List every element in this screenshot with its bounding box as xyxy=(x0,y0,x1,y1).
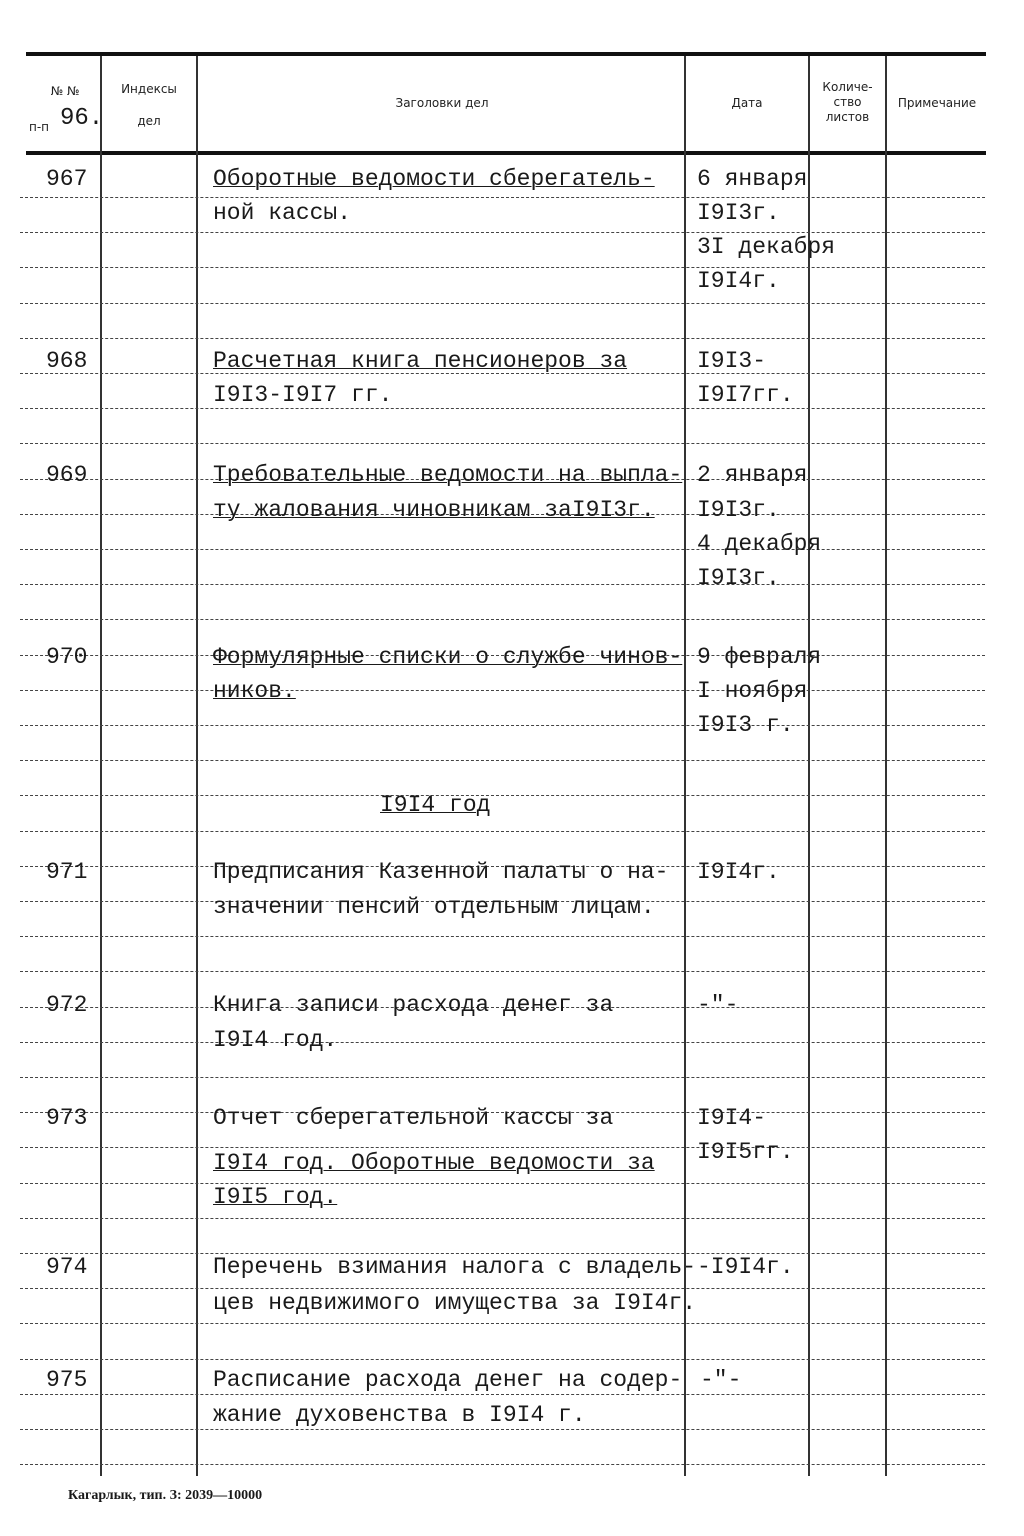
entry-date-line: 4 декабря xyxy=(697,531,822,557)
entry-title-line: I9I4 год. xyxy=(213,1027,338,1053)
ruled-line xyxy=(20,1359,985,1360)
ruled-line xyxy=(20,619,985,620)
header-rule xyxy=(26,151,986,155)
ruled-line xyxy=(20,725,985,726)
ruled-line xyxy=(20,760,985,761)
entry-title-line: Оборотные ведомости сберегатель- xyxy=(213,166,655,192)
entry-date-line: I9I3г. xyxy=(697,497,780,523)
ruled-line xyxy=(20,1464,985,1465)
col-divider xyxy=(196,56,198,1476)
entry-title-line: Книга записи расхода денег за xyxy=(213,992,614,1018)
ruled-line xyxy=(20,795,985,796)
entry-title-line: значении пенсий отдельным лицам. xyxy=(213,894,655,920)
ruled-line xyxy=(20,1147,985,1148)
entry-title-line: ников. xyxy=(213,678,296,704)
ruled-line xyxy=(20,1218,985,1219)
ruled-line xyxy=(20,197,985,198)
entry-title-line: Требовательные ведомости на выпла- xyxy=(213,462,683,488)
header-index: Индексы xyxy=(121,82,177,96)
ruled-line xyxy=(20,831,985,832)
entry-date-line: I9I3- xyxy=(697,348,767,374)
entry-num: 974 xyxy=(46,1254,88,1280)
entry-num: 971 xyxy=(46,859,88,885)
ruled-line xyxy=(20,338,985,339)
col-divider xyxy=(885,56,887,1476)
entry-title-line: Перечень взимания налога с владель- xyxy=(213,1254,697,1280)
entry-date-line: I ноября xyxy=(697,678,808,704)
entry-title-line: Формулярные списки о службе чинов- xyxy=(213,644,683,670)
ruled-line xyxy=(20,1323,985,1324)
entry-num: 969 xyxy=(46,462,88,488)
entry-title-line: I9I4 год. Оборотные ведомости за xyxy=(213,1150,655,1176)
ruled-line xyxy=(20,303,985,304)
ruled-line xyxy=(20,584,985,585)
ruled-line xyxy=(20,267,985,268)
ruled-line xyxy=(20,1183,985,1184)
entry-date-line: I9I3г. xyxy=(697,200,780,226)
ruled-line xyxy=(20,549,985,550)
ruled-line xyxy=(20,690,985,691)
entry-date-line: 2 января xyxy=(697,462,808,488)
entry-date-line: -"- xyxy=(697,992,739,1018)
entry-date-line: -I9I4г. xyxy=(697,1254,794,1280)
entry-title-line: Предписания Казенной палаты о на- xyxy=(213,859,669,885)
entry-title-line: Расписание расхода денег на содер- xyxy=(213,1367,683,1393)
entry-date-line: I9I4- xyxy=(697,1105,767,1131)
header-index-sub: дел xyxy=(137,114,161,128)
entry-title-line: Отчет сберегательной кассы за xyxy=(213,1105,614,1131)
section-heading: I9I4 год xyxy=(380,792,491,818)
entry-date-line: 3I декабря xyxy=(697,234,836,260)
entry-num: 975 xyxy=(46,1367,88,1393)
entry-num: 972 xyxy=(46,992,88,1018)
header-note: Примечание xyxy=(897,96,977,110)
entry-title-line: I9I5 год. xyxy=(213,1184,338,1210)
entry-date-line: I9I4г. xyxy=(697,859,780,885)
entry-title-line: ту жалования чиновникам заI9I3г. xyxy=(213,497,655,523)
page-mark: 96. xyxy=(60,105,104,132)
ruled-line xyxy=(20,232,985,233)
col-divider xyxy=(808,56,810,1476)
entry-date-line: I9I3г. xyxy=(697,565,780,591)
entry-title-line: Расчетная книга пенсионеров за xyxy=(213,348,628,374)
col-divider xyxy=(100,56,102,1476)
entry-num: 968 xyxy=(46,348,88,374)
entry-date-line: I9I5гг. xyxy=(697,1139,794,1165)
entry-num: 973 xyxy=(46,1105,88,1131)
ruled-line xyxy=(20,1429,985,1430)
ruled-line xyxy=(20,1077,985,1078)
ruled-line xyxy=(20,971,985,972)
entry-date-line: I9I4г. xyxy=(697,268,780,294)
entry-title-line: жание духовенства в I9I4 г. xyxy=(213,1402,586,1428)
header-date: Дата xyxy=(731,96,763,110)
entry-date-line: I9I3 г. xyxy=(697,712,794,738)
ruled-line xyxy=(20,408,985,409)
printer-imprint: Кагарлык, тип. З: 2039—10000 xyxy=(68,1488,263,1503)
ruled-line xyxy=(20,936,985,937)
header-num-sub: п-п xyxy=(28,120,50,134)
entry-num: 967 xyxy=(46,166,88,192)
ruled-line xyxy=(20,1394,985,1395)
ruled-line xyxy=(20,443,985,444)
ruled-line xyxy=(20,1042,985,1043)
header-num: № № xyxy=(50,84,80,98)
entry-title-line: I9I3-I9I7 гг. xyxy=(213,382,393,408)
entry-title-line: ной кассы. xyxy=(213,200,352,226)
header-title: Заголовки дел xyxy=(395,96,489,110)
entry-date-line: 6 января xyxy=(697,166,808,192)
entry-num: 970 xyxy=(46,644,88,670)
entry-title-line: цев недвижимого имущества за I9I4г. xyxy=(213,1290,697,1316)
ruled-line xyxy=(20,1288,985,1289)
entry-date-line: -"- xyxy=(700,1367,742,1393)
top-rule xyxy=(26,52,986,56)
entry-date-line: 9 февраля xyxy=(697,644,822,670)
entry-date-line: I9I7гг. xyxy=(697,382,794,408)
header-count: Количе- ство листов xyxy=(822,80,873,124)
